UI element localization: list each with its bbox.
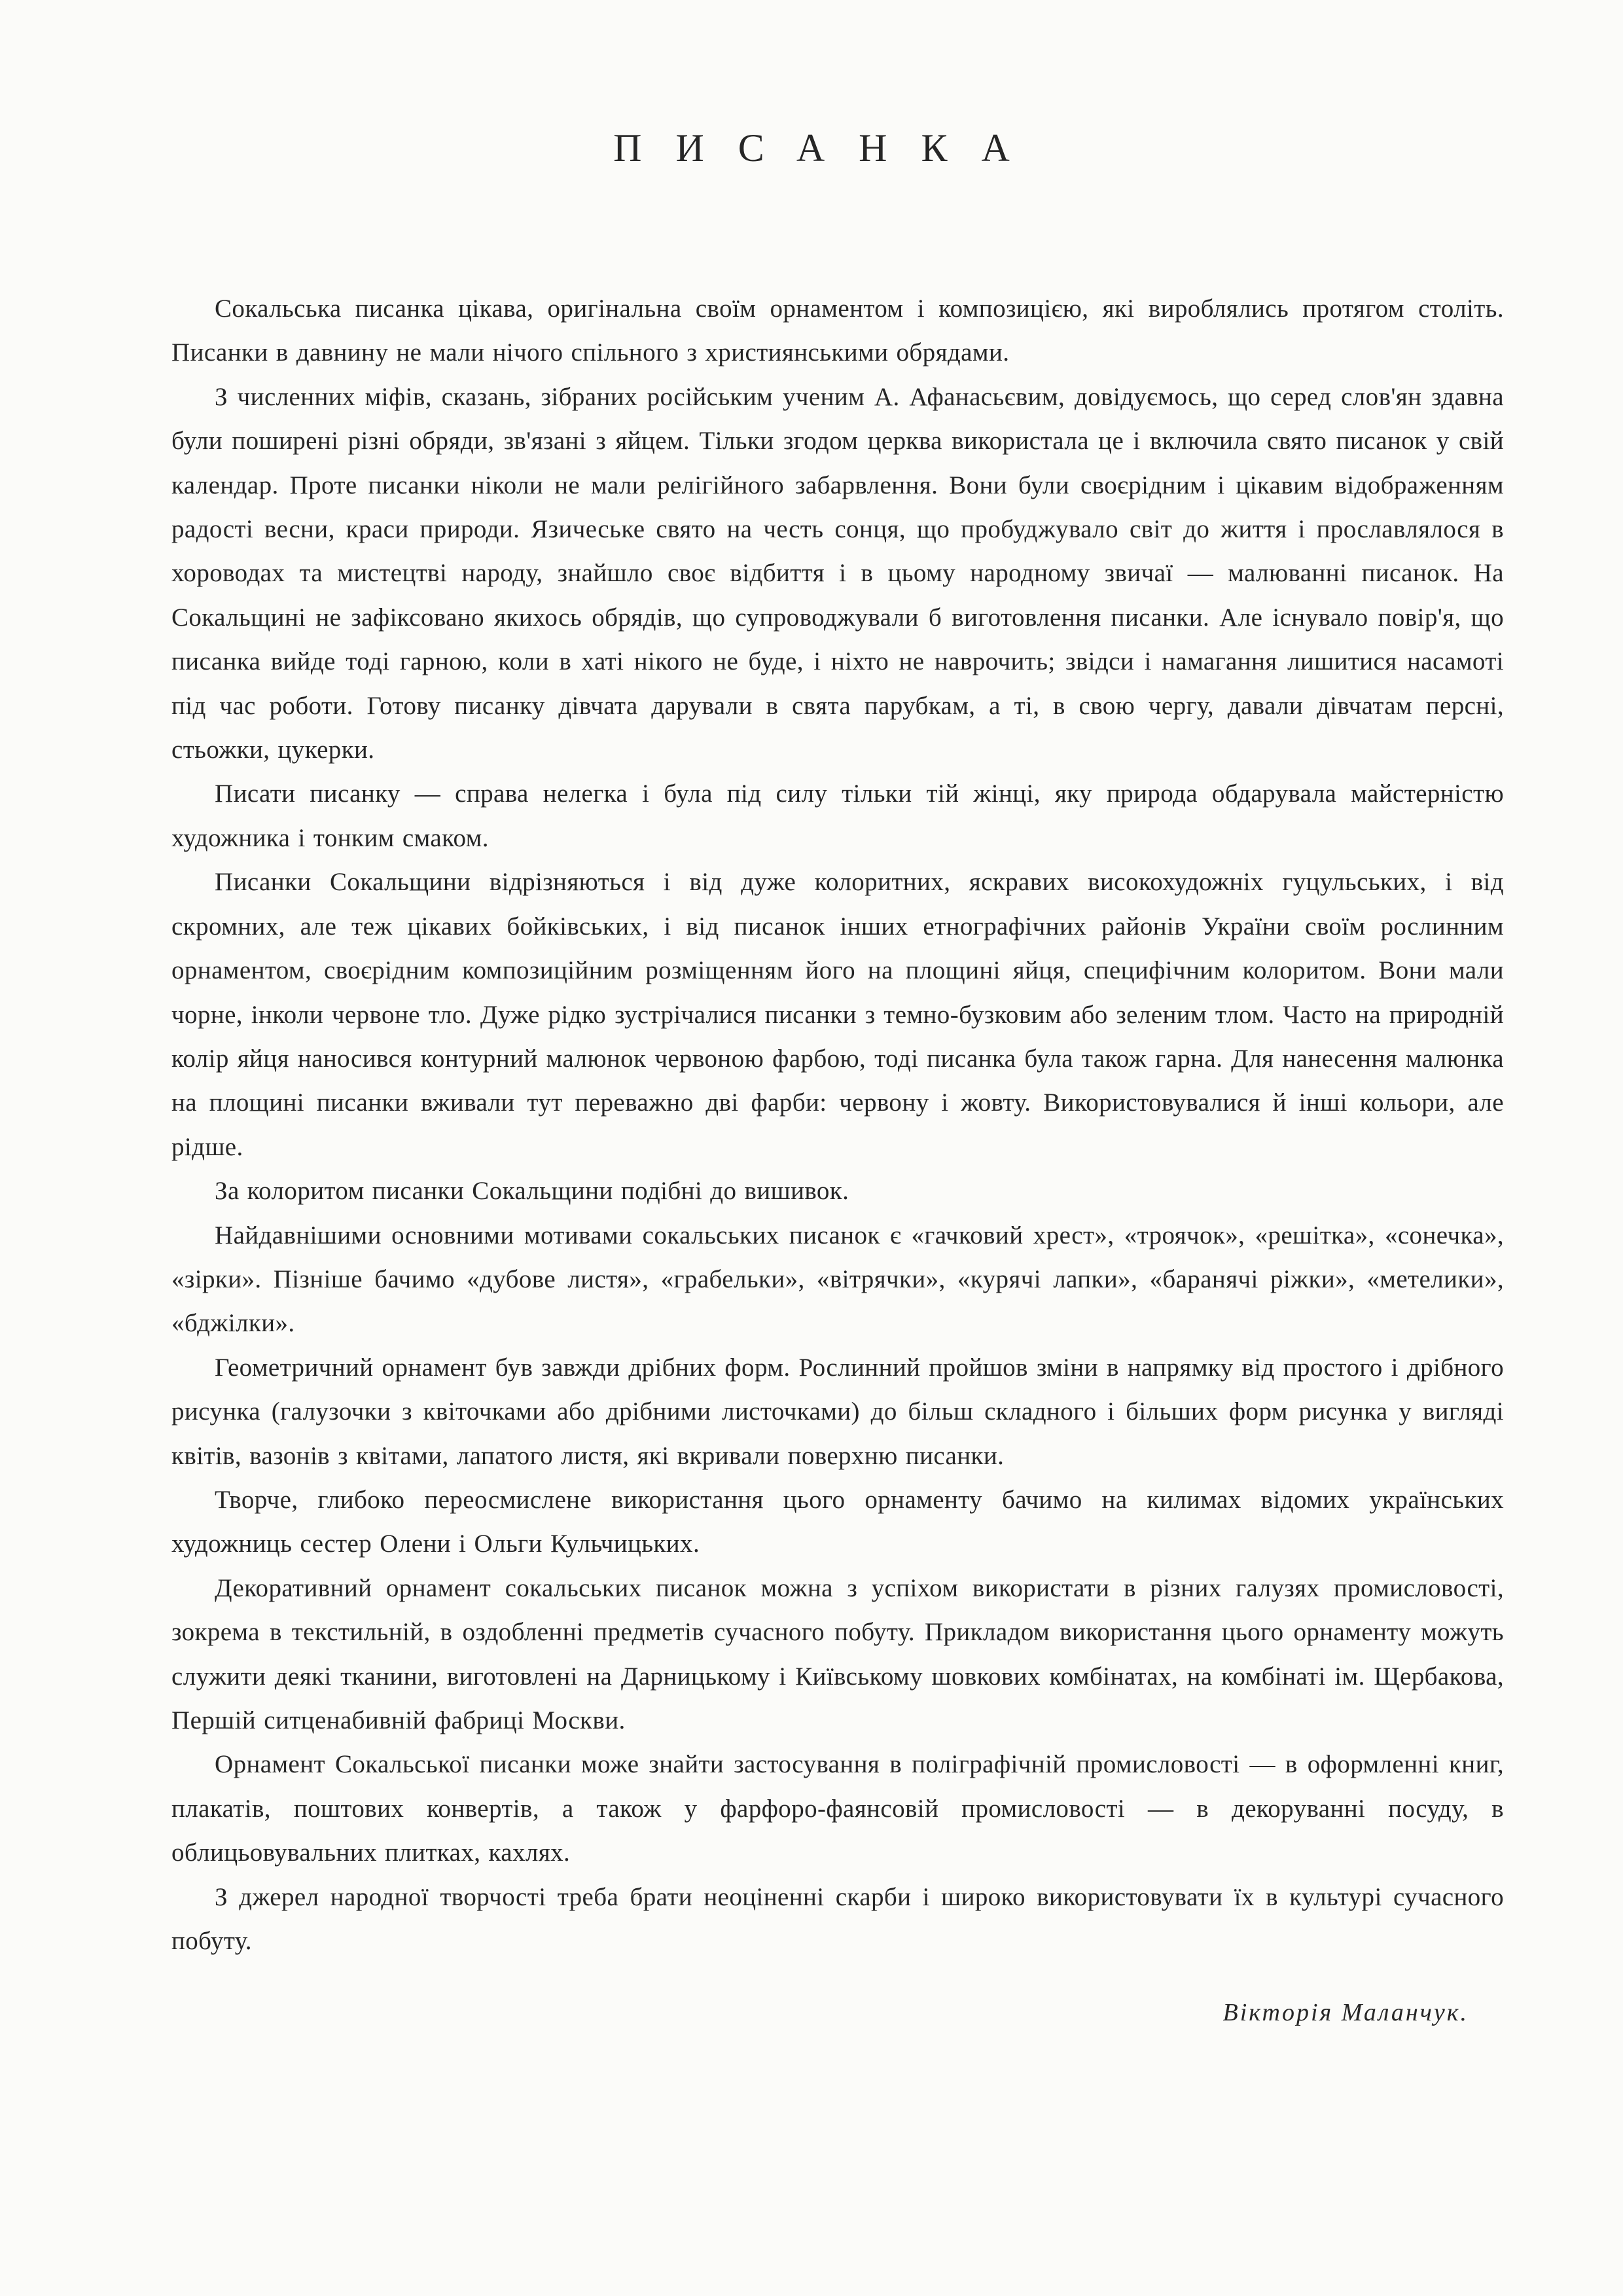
paragraph: Писанки Сокальщини відрізняються і від дуже колоритних, яскравих високохудожніх гуцульських, і від скромних, але теж цікавих бойківських, і від писанок інших етнографічних районів України своїм рослинним орнаментом, своєрідним композиційним розміщенням його на площині яйця, специфічним колоритом. Вони мали чорне, інколи червоне тло. Дуже рідко зустрічалися писанки з темно-бузковим або зеленим тлом. Часто на природній колір яйця наносився контурний малюнок червоною фарбою, тоді писанка була також гарна. Для нанесення малюнка на площині писанки вживали тут переважно дві фарби: червону і жовту. Використовувалися й інші кольори, але рідше.: [171, 868, 1504, 1161]
paragraph: За колоритом писанки Сокальщини подібні до вишивок.: [215, 1177, 849, 1206]
page-title: ПИСАНКА: [613, 126, 1044, 170]
paragraph: Найдавнішими основними мотивами сокальських писанок є «гачковий хрест», «троячок», «решітка», «сонечка», «зірки». Пізніше бачимо «дубове листя», «грабельки», «вітрячки», «курячі лапки», «баранячі ріжки», «метелики», «бджілки».: [171, 1221, 1504, 1338]
paragraph: Писати писанку — справа нелегка і була під силу тільки тій жінці, яку природа обдарувала майстерністю художника і тонким смаком.: [171, 780, 1504, 852]
paragraph: Творче, глибоко переосмислене використання цього орнаменту бачимо на килимах відомих українських художниць сестер Олени і Ольги Кульчицьких.: [171, 1485, 1504, 1558]
paragraph: Сокальська писанка цікава, оригінальна своїм орнаментом і композицією, які вироблялись протягом століть. Писанки в давнину не мали нічого спільного з християнськими обрядами.: [171, 295, 1504, 367]
paragraph: Геометричний орнамент був завжди дрібних форм. Рослинний пройшов зміни в напрямку від простого і дрібного рисунка (галузочки з квіточками або дрібними листочками) до більш складного і більших форм рисунка у вигляді квітів, вазонів з квітами, лапатого листя, які вкривали поверхню писанки.: [171, 1353, 1504, 1470]
paragraph: Декоративний орнамент сокальських писанок можна з успіхом використати в різних галузях промисловості, зокрема в текстильній, в оздобленні предметів сучасного побуту. Прикладом використання цього орнаменту можуть служити деякі тканини, виготовлені на Дарницькому і Київському шовкових комбінатах, на комбінаті ім. Щербакова, Першій ситценабивній фабриці Москви.: [171, 1573, 1504, 1734]
paragraph: З джерел народної творчості треба брати неоціненні скарби і широко використовувати їх в культурі сучасного побуту.: [171, 1882, 1504, 1956]
paragraph: З численних міфів, сказань, зібраних російським ученим А. Афанасьєвим, довідуємось, що серед слов'ян здавна були поширені різні обряди, зв'язані з яйцем. Тільки згодом церква використала це і включила свято писанок у свій календар. Проте писанки ніколи не мали релігійного забарвлення. Вони були своєрідним і цікавим відображенням радості весни, краси природи. Язичеське свято на честь сонця, що пробуджувало світ до життя і прославлялося в хороводах та мистецтві народу, знайшло своє відбиття і в цьому народному звичаї — малюванні писанок. На Сокальщині не зафіксовано якихось обрядів, що супроводжували б виготовлення писанки. Але існувало повір'я, що писанка вийде тоді гарною, коли в хаті нікого не буде, і ніхто не наврочить; звідси і намагання лишитися насамоті під час роботи. Готову писанку дівчата дарували в свята парубкам, а ті, в свою чергу, давали дівчатам персні, стьожки, цукерки.: [171, 382, 1504, 764]
paragraph: Орнамент Сокальської писанки може знайти застосування в поліграфічній промисловості — в оформленні книг, плакатів, поштових конвертів, а також у фарфоро-фаянсовій промисловості — в декоруванні посуду, в облицьовувальних плитках, кахлях.: [171, 1750, 1504, 1867]
author-signature: Вікторія Маланчук.: [1222, 1999, 1469, 2026]
article-body: [171, 287, 1504, 1963]
